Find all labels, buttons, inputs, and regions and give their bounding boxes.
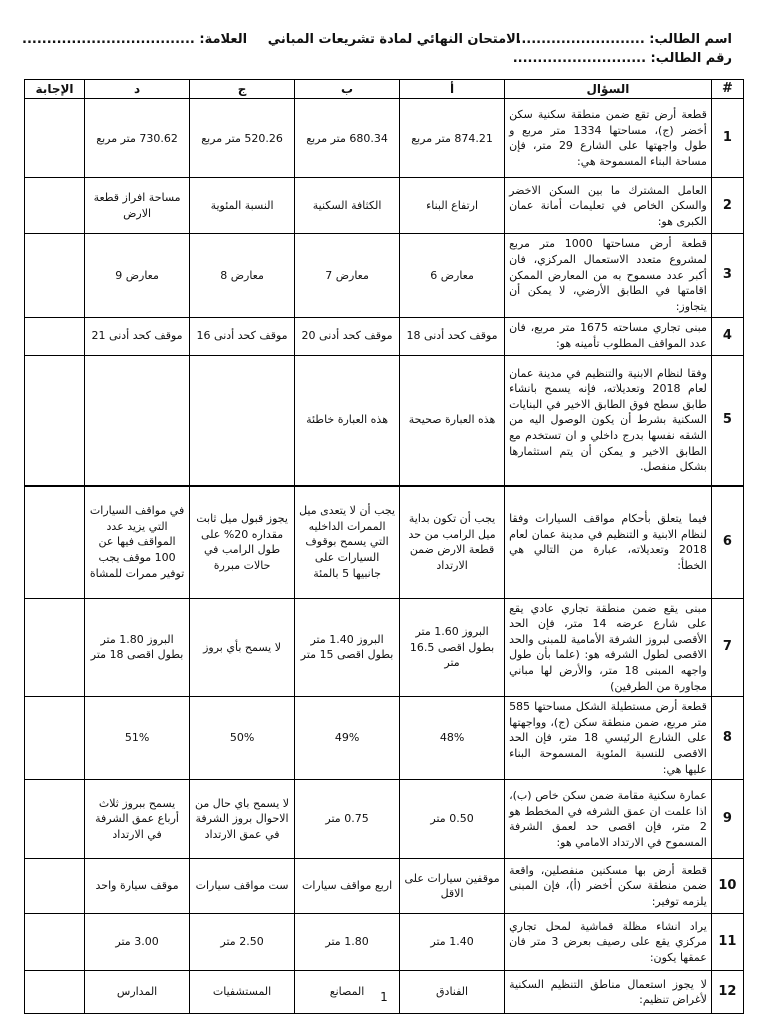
option-d bbox=[85, 355, 190, 486]
option-b: اربع مواقف سيارات bbox=[295, 859, 400, 914]
option-c: موقف كحد أدنى 16 bbox=[190, 317, 295, 355]
answer-cell[interactable] bbox=[25, 780, 85, 859]
option-a: الفنادق bbox=[400, 971, 505, 1014]
option-c: 520.26 متر مربع bbox=[190, 99, 295, 178]
option-a: 0.50 متر bbox=[400, 780, 505, 859]
header-option-a: أ bbox=[400, 80, 505, 99]
option-a: هذه العبارة صحيحة bbox=[400, 355, 505, 486]
header-question: السؤال bbox=[505, 80, 712, 99]
answer-cell[interactable] bbox=[25, 697, 85, 780]
question-text: العامل المشترك ما بين السكن الاخضر والسكن الخاص في تعليمات أمانة عمان الكبرى هو: bbox=[505, 178, 712, 234]
question-text: وفقا لنظام الابنية والتنظيم في مدينة عمان لعام 2018 وتعديلاته، فإنه يسمح بانشاء طابق سطح فوق الطابق الاخير في البنايات السكنية بشرط أن يكون الوصول اليه من الشقه نفسها بدرج داخلي و ان تستخدم مع الطابق الاخير و يمكن أن يتم استثمارها بشكل منفصل. bbox=[505, 355, 712, 486]
option-b: موقف كحد أدنى 20 bbox=[295, 317, 400, 355]
option-d: 730.62 متر مربع bbox=[85, 99, 190, 178]
question-row bbox=[25, 697, 744, 780]
question-row bbox=[25, 598, 744, 697]
question-text: مبنى تجاري مساحته 1675 متر مربع، فان عدد المواقف المطلوب تأمينه هو: bbox=[505, 317, 712, 355]
question-row bbox=[25, 859, 744, 914]
header-option-d: د bbox=[85, 80, 190, 99]
mark-field: العلامة: ................................... bbox=[22, 32, 248, 47]
option-a: البروز 1.60 متر بطول اقصى 16.5 متر bbox=[400, 598, 505, 697]
option-d: 51% bbox=[85, 697, 190, 780]
option-b: 1.80 متر bbox=[295, 914, 400, 971]
option-c: لا يسمح باي حال من الاحوال بروز الشرفة في عمق الارتداد bbox=[190, 780, 295, 859]
option-b: 49% bbox=[295, 697, 400, 780]
question-number: 7 bbox=[711, 598, 743, 697]
page-number: 1 bbox=[380, 990, 388, 1004]
option-b: الكثافة السكنية bbox=[295, 178, 400, 234]
option-d: موقف كحد أدنى 21 bbox=[85, 317, 190, 355]
question-text: قطعة أرض مساحتها 1000 متر مربع لمشروع متعدد الاستعمال المركزي، فان أكبر عدد مسموح به من المعارض الممكن اقامتها في الطابق الأرضي، لا يمكن أن يتجاوز: bbox=[505, 234, 712, 317]
option-c: معارض 8 bbox=[190, 234, 295, 317]
option-d: مساحة افراز قطعة الارض bbox=[85, 178, 190, 234]
option-a: موقف كحد أدنى 18 bbox=[400, 317, 505, 355]
option-d: يسمح ببروز ثلاث أرباع عمق الشرفة في الارتداد bbox=[85, 780, 190, 859]
option-d: 3.00 متر bbox=[85, 914, 190, 971]
option-a: 1.40 متر bbox=[400, 914, 505, 971]
question-row bbox=[25, 178, 744, 234]
question-text: قطعة أرض بها مسكنين منفصلين، واقعة ضمن منطقة سكن أخضر (أ)، فإن المبنى يلزمه توفير: bbox=[505, 859, 712, 914]
header-option-c: ج bbox=[190, 80, 295, 99]
header-answer: الإجابة bbox=[25, 80, 85, 99]
question-number: 5 bbox=[711, 355, 743, 486]
option-b: المصانع bbox=[295, 971, 400, 1014]
option-c bbox=[190, 355, 295, 486]
student-name-field: اسم الطالب: .......................... bbox=[516, 32, 732, 47]
answer-cell[interactable] bbox=[25, 355, 85, 486]
question-row bbox=[25, 355, 744, 486]
answer-cell[interactable] bbox=[25, 99, 85, 178]
option-a: موقفين سيارات على الاقل bbox=[400, 859, 505, 914]
option-b: البروز 1.40 متر بطول اقصى 15 متر bbox=[295, 598, 400, 697]
option-b: 680.34 متر مربع bbox=[295, 99, 400, 178]
option-c: يجوز قبول ميل ثابت مقداره 20% على طول الرامب في حالات مبررة bbox=[190, 486, 295, 598]
student-id-field: رقم الطالب: ........................... bbox=[512, 51, 732, 66]
option-b: 0.75 متر bbox=[295, 780, 400, 859]
option-d: في مواقف السيارات التي يزيد عدد المواقف فيها عن 100 موقف يجب توفير ممرات للمشاة bbox=[85, 486, 190, 598]
question-number: 1 bbox=[711, 99, 743, 178]
option-b: يجب أن لا يتعدى ميل الممرات الداخليه التي يسمح بوقوف السيارات على جانبيها 5 بالمئة bbox=[295, 486, 400, 598]
answer-cell[interactable] bbox=[25, 234, 85, 317]
header-number: # bbox=[711, 80, 743, 99]
question-number: 10 bbox=[711, 859, 743, 914]
option-c: 50% bbox=[190, 697, 295, 780]
question-number: 8 bbox=[711, 697, 743, 780]
question-row bbox=[25, 317, 744, 355]
option-d: البروز 1.80 متر بطول اقصى 18 متر bbox=[85, 598, 190, 697]
option-a: 874.21 متر مربع bbox=[400, 99, 505, 178]
question-number: 2 bbox=[711, 178, 743, 234]
question-text: لا يجوز استعمال مناطق التنظيم السكنية لأغراض تنظيم: bbox=[505, 971, 712, 1014]
question-number: 9 bbox=[711, 780, 743, 859]
question-number: 6 bbox=[711, 486, 743, 598]
option-a: يجب أن تكون بداية ميل الرامب من حد قطعة الارض ضمن الارتداد bbox=[400, 486, 505, 598]
option-a: 48% bbox=[400, 697, 505, 780]
question-row bbox=[25, 780, 744, 859]
answer-cell[interactable] bbox=[25, 486, 85, 598]
option-c: لا يسمح بأي بروز bbox=[190, 598, 295, 697]
question-row bbox=[25, 99, 744, 178]
question-text: قطعة أرض مستطيلة الشكل مساحتها 585 متر مربع، ضمن منطقة سكن (ج)، وواجهتها على الشارع الرئيسي 18 متر، فإن الحد الاقصى للنسبة المئوية المسموحة البناء عليها هي: bbox=[505, 697, 712, 780]
option-d: معارض 9 bbox=[85, 234, 190, 317]
question-text: عمارة سكنية مقامة ضمن سكن خاص (ب)، اذا علمت ان عمق الشرفه في المخطط هو 2 متر، فإن اقصى حد لعمق الشرفة المسموح في الارتداد الامامي هو: bbox=[505, 780, 712, 859]
exam-title: الامتحان النهائي لمادة تشريعات المباني bbox=[267, 32, 521, 47]
option-c: المستشفيات bbox=[190, 971, 295, 1014]
header-option-b: ب bbox=[295, 80, 400, 99]
question-number: 3 bbox=[711, 234, 743, 317]
question-text: فيما يتعلق بأحكام مواقف السيارات وفقا لنظام الابنية و التنظيم في مدينة عمان لعام 2018 وتعديلاته، عبارة من التالي هي الخطأ: bbox=[505, 486, 712, 598]
answer-cell[interactable] bbox=[25, 598, 85, 697]
answer-cell[interactable] bbox=[25, 914, 85, 971]
option-c: ست مواقف سيارات bbox=[190, 859, 295, 914]
option-b: معارض 7 bbox=[295, 234, 400, 317]
option-d: المدارس bbox=[85, 971, 190, 1014]
question-text: قطعة أرض تقع ضمن منطقة سكنية سكن أخضر (ج)، مساحتها 1334 متر مربع و طول واجهتها على الشارع 29 متر، فإن مساحة البناء المسموحة هي: bbox=[505, 99, 712, 178]
option-c: 2.50 متر bbox=[190, 914, 295, 971]
table-header-row bbox=[25, 80, 744, 99]
option-a: ارتفاع البناء bbox=[400, 178, 505, 234]
option-a: معارض 6 bbox=[400, 234, 505, 317]
exam-table bbox=[24, 79, 744, 1014]
question-number: 4 bbox=[711, 317, 743, 355]
question-text: مبنى يقع ضمن منطقة تجاري عادي يقع على شارع عرضه 14 متر، فإن الحد الأقصى لبروز الشرفة الأمامية للمبنى والحد الاقصى لطول الشرفه هو: (علما بأن طول واجهه المبنى 18 متر، والأرض لها مباني مجاورة من الطرفين) bbox=[505, 598, 712, 697]
question-row bbox=[25, 486, 744, 598]
question-number: 11 bbox=[711, 914, 743, 971]
question-text: يراد انشاء مظلة قماشية لمحل تجاري مركزي يقع على رصيف بعرض 3 متر فان عمقها يكون: bbox=[505, 914, 712, 971]
option-b: هذه العبارة خاطئة bbox=[295, 355, 400, 486]
answer-cell[interactable] bbox=[25, 178, 85, 234]
question-row bbox=[25, 234, 744, 317]
answer-cell[interactable] bbox=[25, 317, 85, 355]
question-number: 12 bbox=[711, 971, 743, 1014]
option-d: موقف سيارة واحد bbox=[85, 859, 190, 914]
question-row bbox=[25, 914, 744, 971]
option-c: النسبة المئوية bbox=[190, 178, 295, 234]
answer-cell[interactable] bbox=[25, 859, 85, 914]
